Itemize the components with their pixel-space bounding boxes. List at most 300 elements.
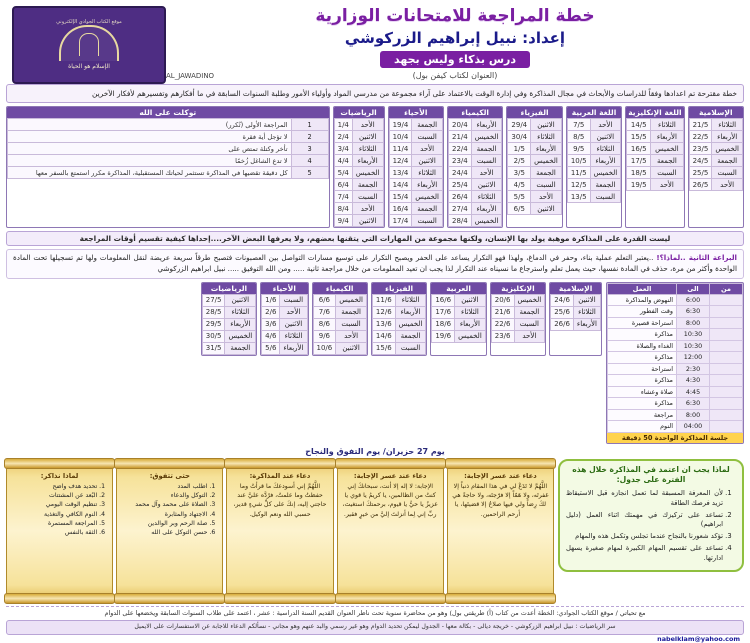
timetable-header-cell: من <box>710 283 743 294</box>
table-row <box>313 318 366 330</box>
intro-paragraph: خطة مقترحة تم اعدادها وفقاً للدراسات والأبحاث في مجال المذاكرة وفي إدارة الوقت بالاعتماد على آراء مجموعة من مدرسي المواد وأولياء الأمور وطلبة السنوات السابقة في ما أفكارهم وتفسيرهم لأفكار الآخرين <box>6 84 744 103</box>
day-cell: الاثنين <box>531 119 562 131</box>
time-from-cell <box>710 421 743 433</box>
table-row <box>372 306 425 318</box>
day-cell: الثلاثاء <box>651 119 683 131</box>
day-cell: الأربعاء <box>412 179 443 191</box>
date-cell: 24/6 <box>551 294 574 306</box>
date-cell: 10/4 <box>389 131 412 143</box>
day-cell: الأربعاء <box>352 155 383 167</box>
date-cell: 24/5 <box>689 155 712 167</box>
day-cell: الأربعاء <box>712 131 743 143</box>
date-cell: 18/5 <box>627 167 651 179</box>
time-to-cell: 04:00 <box>677 421 710 433</box>
date-cell: 29/5 <box>202 318 225 330</box>
list-item: 3. تنظيم الوقت اليومي <box>11 500 97 509</box>
table-row <box>627 179 683 191</box>
table-row <box>627 131 683 143</box>
day-cell: الجمعة <box>531 167 562 179</box>
day-cell: السبت <box>471 155 502 167</box>
table-row <box>567 179 620 191</box>
table-row <box>334 167 383 179</box>
activity-cell: مراجعة <box>608 409 677 421</box>
rule-text: تأخر وكتلة تمتص على <box>8 143 292 155</box>
day-cell: الاثنين <box>590 131 621 143</box>
list-item <box>8 119 329 131</box>
day-cell: الأحد <box>712 179 743 191</box>
table-row <box>608 375 743 387</box>
schedule-column-header: الإسلامية <box>689 107 743 118</box>
schedule-column <box>566 106 622 228</box>
day-cell: الأحد <box>531 191 562 203</box>
table-row <box>448 119 501 131</box>
table-row <box>432 294 485 306</box>
date-cell: 5/6 <box>262 342 280 354</box>
day-cell: الخميس <box>531 155 562 167</box>
table-row <box>448 179 501 191</box>
day-cell: السبت <box>336 318 367 330</box>
table-row <box>372 342 425 354</box>
date-cell: 9/4 <box>334 215 352 227</box>
date-cell: 1/6 <box>262 294 280 306</box>
schedule-column-header: العربية <box>431 283 485 294</box>
table-row <box>508 143 561 155</box>
tips-and-duas-row <box>6 459 744 603</box>
date-cell: 3/5 <box>508 167 531 179</box>
day-cell: الأربعاء <box>471 203 502 215</box>
table-row <box>627 167 683 179</box>
list-item: 3. الصلاة على محمد وآل محمد <box>121 500 207 509</box>
table-row <box>262 294 307 306</box>
scroll-text: اللَّهُمَّ إني أسودعكَ ما قرأتُ وما حفظتُ وما علمتُ، فرُدَّه عليَّ عند حاجتي إليه، إنكَ على كلِّ شيءٍ قدير، حسبي الله ونعم الوكيل. <box>233 482 327 518</box>
time-from-cell <box>710 317 743 329</box>
day-cell: الأربعاء <box>590 155 621 167</box>
schedule-column-header: الفيزياء <box>507 107 561 118</box>
paragraph-two <box>6 249 744 279</box>
exam-day-line: يوم 27 حزيران/ يوم التفوق والنجاح <box>305 446 445 456</box>
date-cell: 19/5 <box>627 179 651 191</box>
date-cell: 3/4 <box>334 143 352 155</box>
time-from-cell <box>710 398 743 410</box>
table-row <box>334 155 383 167</box>
table-row <box>567 119 620 131</box>
day-cell: الخميس <box>336 294 367 306</box>
table-row <box>389 167 442 179</box>
subtitle-note: (العنوان لكتاب كيفن بول) <box>412 71 498 80</box>
time-to-cell: 12:00 <box>677 352 710 364</box>
table-row <box>608 409 743 421</box>
list-item: 1. اطلب المدد <box>121 482 207 491</box>
day-cell: السبت <box>514 318 545 330</box>
date-cell: 13/5 <box>567 191 590 203</box>
schedule-column <box>312 282 368 356</box>
scroll-title: دعاء عند عسر الإجابة: <box>464 471 537 480</box>
date-cell: 25/6 <box>551 306 574 318</box>
table-row <box>689 143 742 155</box>
table-row <box>334 203 383 215</box>
activity-cell: صلاة وعشاء <box>608 386 677 398</box>
scroll-text: الإجابة: لا إله إلا أنت، سبحانكَ إني كنتُ من الظالمين، يا كريمُ يا قوي يا عزيزُ يا حيُّ يا قيوم، برحمتكَ استغيث، ربِّ إني لِما أنزلتَ إليَّ من خيرٍ فقير. <box>342 482 438 518</box>
date-cell: 31/5 <box>202 342 225 354</box>
time-to-cell: 8:00 <box>677 317 710 329</box>
day-cell: الأحد <box>471 167 502 179</box>
table-row <box>389 203 442 215</box>
time-from-cell <box>710 294 743 306</box>
table-row <box>508 155 561 167</box>
schedule-column-header: الإسلامية <box>550 283 601 294</box>
list-item <box>8 131 329 143</box>
date-cell: 10/6 <box>313 342 336 354</box>
dua-scroll <box>6 459 113 603</box>
time-to-cell: 8:00 <box>677 409 710 421</box>
table-row <box>334 131 383 143</box>
table-row <box>567 167 620 179</box>
study-session-footer: جلسة المذاكرة الواحدة 50 دقيقة <box>607 433 743 443</box>
day-cell: الخميس <box>471 215 502 227</box>
paragraph-two-body: ..يعتبر التعلم عملية بناء، وحفر في الدماغ، ولهذا فهو التكرار يساعد على الحفر ويصبح التكرار على توسيع مسارات التواصل بين العصبونات فتصبح طرقاً سريعة عريضة لنقل المعلومات ولها تم تسجيلها تحت المادة الواحدة وأكثر من مرة، حذف في المادة نفسها، حيث يعمل تعلم واسترجاع ما نسيناه عند التكرار لذا يجب ان تعيد المعلومات من خلال مراجعة ثانية ..... ومن الله التوفيق ..... نبيل ابراهيم الزركوشي <box>13 253 737 273</box>
day-cell: السبت <box>590 191 621 203</box>
day-cell: الاثنين <box>352 215 383 227</box>
table-row <box>567 155 620 167</box>
table-row <box>313 306 366 318</box>
activity-cell: الغداء والصلاة <box>608 340 677 352</box>
document-header <box>6 4 744 82</box>
time-to-cell: 4:45 <box>677 386 710 398</box>
scroll-text: اللَّهُمَّ لا تَدَعْ لي في هذا المقام ذنباً إلا غفرتَه، ولا هَمّاً إلا فرّجتَه، ولا حاجةً هي لكَ رِضاً ولي فيها صلاحٌ إلا قضيتَها، يا أرحم الراحمين. <box>452 482 549 518</box>
date-cell: 16/6 <box>432 294 455 306</box>
dua-scroll <box>116 459 223 603</box>
date-cell: 26/4 <box>448 191 471 203</box>
subtitle-badge: درس بذكاء وليس بجهد <box>380 51 530 68</box>
day-cell: الأحد <box>412 143 443 155</box>
time-to-cell: 6:30 <box>677 398 710 410</box>
activity-cell: النوم <box>608 421 677 433</box>
day-cell: السبت <box>280 294 307 306</box>
date-cell: 5/5 <box>508 191 531 203</box>
table-row <box>567 131 620 143</box>
dua-scroll <box>226 459 333 603</box>
table-row <box>262 318 307 330</box>
schedule-grid-first-round <box>6 106 744 228</box>
time-from-cell <box>710 306 743 318</box>
day-cell: الجمعة <box>651 155 683 167</box>
day-cell: الأربعاء <box>395 306 426 318</box>
table-row <box>608 294 743 306</box>
schedule-column-header: اللغة العربية <box>567 107 621 118</box>
day-cell: الجمعة <box>471 143 502 155</box>
schedule-column <box>371 282 427 356</box>
schedule-column-header: الأحياء <box>261 283 307 294</box>
table-row <box>448 203 501 215</box>
scroll-title: دعاء عند المذاكرة: <box>249 471 311 480</box>
day-cell: الخميس <box>471 131 502 143</box>
day-cell: الثلاثاء <box>412 167 443 179</box>
dua-scroll <box>337 459 444 603</box>
date-cell: 24/4 <box>448 167 471 179</box>
date-cell: 15/5 <box>627 131 651 143</box>
date-cell: 26/6 <box>551 318 574 330</box>
contact-email[interactable]: nabelklam@yahoo.com <box>657 634 740 643</box>
list-item: 3. تؤكد شعورنا بالنجاح عندما تجلس وتكمل هذه والمهام <box>566 532 723 542</box>
list-item: 6. حسن التوكل على الله <box>121 528 207 537</box>
time-from-cell <box>710 386 743 398</box>
time-from-cell <box>710 375 743 387</box>
day-cell: الخميس <box>412 191 443 203</box>
table-row <box>491 318 544 330</box>
table-row <box>608 340 743 352</box>
day-cell: الثلاثاء <box>712 119 743 131</box>
date-cell: 7/6 <box>313 306 336 318</box>
table-row <box>689 155 742 167</box>
logo-line1: موقع الكتاب الجوادي الإلكتروني <box>56 19 122 26</box>
list-item <box>8 143 329 155</box>
day-cell: الخميس <box>352 167 383 179</box>
table-row <box>551 294 601 306</box>
table-row <box>627 143 683 155</box>
table-row <box>334 215 383 227</box>
date-cell: 11/5 <box>567 167 590 179</box>
table-row <box>689 119 742 131</box>
date-cell: 22/5 <box>689 131 712 143</box>
day-cell: الجمعة <box>395 330 426 342</box>
table-row <box>448 191 501 203</box>
rules-column <box>6 106 330 228</box>
activity-cell: مذاكرة <box>608 398 677 410</box>
date-cell: 28/5 <box>202 306 225 318</box>
date-cell: 8/6 <box>313 318 336 330</box>
date-cell: 20/6 <box>491 294 514 306</box>
table-row <box>432 306 485 318</box>
date-cell: 6/4 <box>334 179 352 191</box>
date-cell: 28/4 <box>448 215 471 227</box>
why-schedule-box <box>558 459 744 572</box>
table-row <box>313 342 366 354</box>
scroll-title: حتى تتفوق: <box>149 471 190 480</box>
day-cell: الخميس <box>712 143 743 155</box>
day-cell: الجمعة <box>412 203 443 215</box>
day-cell: الثلاثاء <box>395 294 426 306</box>
date-cell: 14/5 <box>627 119 651 131</box>
day-cell: الاثنين <box>280 318 307 330</box>
day-cell: السبت <box>352 191 383 203</box>
table-row <box>334 179 383 191</box>
time-from-cell <box>710 363 743 375</box>
date-cell: 15/6 <box>372 342 395 354</box>
date-cell: 9/6 <box>313 330 336 342</box>
schedule-column <box>201 282 257 356</box>
date-cell: 4/4 <box>334 155 352 167</box>
daily-timetable <box>606 282 744 444</box>
date-cell: 19/4 <box>389 119 412 131</box>
table-row <box>262 330 307 342</box>
table-row <box>432 330 485 342</box>
rule-number: 4 <box>291 155 328 167</box>
schedule-column-header: الأحياء <box>389 107 443 118</box>
time-to-cell: 4:30 <box>677 375 710 387</box>
scroll-title: دعاء عند عسر الإجابة: <box>353 471 427 480</box>
activity-cell: استراحة قصيرة <box>608 317 677 329</box>
day-cell: الأربعاء <box>471 119 502 131</box>
date-cell: 11/6 <box>372 294 395 306</box>
day-cell: الاثنين <box>336 342 367 354</box>
day-cell: السبت <box>651 167 683 179</box>
day-cell: السبت <box>412 215 443 227</box>
table-row <box>608 386 743 398</box>
date-cell: 17/6 <box>432 306 455 318</box>
table-row <box>689 179 742 191</box>
schedule-column-header: الرياضيات <box>334 107 384 118</box>
activity-cell: مذاكرة <box>608 352 677 364</box>
table-row <box>567 143 620 155</box>
table-row <box>608 398 743 410</box>
day-cell: الخميس <box>225 330 256 342</box>
date-cell: 26/5 <box>689 179 712 191</box>
day-cell: الأحد <box>336 330 367 342</box>
table-row <box>372 330 425 342</box>
table-row <box>334 119 383 131</box>
day-cell: الاثنين <box>352 131 383 143</box>
table-row <box>262 342 307 354</box>
schedule-column-header: الكيمياء <box>448 107 502 118</box>
list-item: 1. تحديد هدف واضح <box>11 482 97 491</box>
day-cell: الثلاثاء <box>455 306 486 318</box>
date-cell: 17/5 <box>627 155 651 167</box>
timetable-header-cell: الى <box>677 283 710 294</box>
schedule-column <box>260 282 308 356</box>
day-cell: الجمعة <box>352 179 383 191</box>
date-cell: 23/6 <box>491 330 514 342</box>
list-item: 2. البُعد عن المشتتات <box>11 491 97 500</box>
table-row <box>689 131 742 143</box>
day-cell: الأحد <box>280 306 307 318</box>
why-schedule-list <box>566 489 736 564</box>
date-cell: 4/6 <box>262 330 280 342</box>
date-cell: 20/4 <box>448 119 471 131</box>
list-item: 6. الثقة بالنفس <box>11 528 97 537</box>
table-row <box>389 179 442 191</box>
table-row <box>627 155 683 167</box>
date-cell: 16/4 <box>389 203 412 215</box>
date-cell: 23/4 <box>448 155 471 167</box>
list-item: 4. تساعد على تقسيم المهام الكبيرة لمهام صغيرة يسهل ادارتها. <box>566 544 723 564</box>
schedule-column <box>388 106 444 228</box>
table-row <box>202 318 255 330</box>
activity-cell: استراحة <box>608 363 677 375</box>
date-cell: 19/6 <box>432 330 455 342</box>
day-cell: الخميس <box>514 294 545 306</box>
date-cell: 10/5 <box>567 155 590 167</box>
table-row <box>389 191 442 203</box>
day-cell: الثلاثاء <box>573 306 600 318</box>
table-row <box>372 318 425 330</box>
rule-number: 3 <box>291 143 328 155</box>
table-row <box>432 318 485 330</box>
table-row <box>448 155 501 167</box>
schedule-grid-second-round <box>6 282 602 356</box>
day-cell: الأحد <box>352 119 383 131</box>
date-cell: 1/4 <box>334 119 352 131</box>
table-row <box>389 131 442 143</box>
table-row <box>334 143 383 155</box>
day-cell: السبت <box>712 167 743 179</box>
time-from-cell <box>710 409 743 421</box>
list-item: 2. تساعد على تركيزك في مهمتك اثناء العمل (دليل ابراهيم) <box>566 511 723 531</box>
time-to-cell: 6:30 <box>677 306 710 318</box>
day-cell: السبت <box>531 179 562 191</box>
day-cell: الأربعاء <box>280 342 307 354</box>
date-cell: 13/6 <box>372 318 395 330</box>
activity-cell: وقت الفطور <box>608 306 677 318</box>
rules-column-header: توكلت على الله <box>7 107 329 118</box>
table-row <box>508 167 561 179</box>
day-cell: الثلاثاء <box>225 306 256 318</box>
schedule-column-header: الإنكليزية <box>491 283 545 294</box>
activity-cell: مذاكرة <box>608 375 677 387</box>
table-row <box>372 294 425 306</box>
table-row <box>608 363 743 375</box>
rule-number: 1 <box>291 119 328 131</box>
time-to-cell: 10:30 <box>677 329 710 341</box>
schedule-column <box>490 282 546 356</box>
day-cell: الاثنين <box>471 179 502 191</box>
list-item <box>8 155 329 167</box>
day-cell: الثلاثاء <box>352 143 383 155</box>
schedule-column-header: الفيزياء <box>372 283 426 294</box>
social-handle[interactable]: AL_JAWADINO <box>166 72 215 80</box>
table-row <box>608 329 743 341</box>
date-cell: 21/6 <box>491 306 514 318</box>
table-row <box>608 317 743 329</box>
table-row <box>448 143 501 155</box>
list-item: 4. النوم الكافي والتغذية <box>11 510 97 519</box>
date-cell: 6/5 <box>508 203 531 215</box>
title-block <box>166 4 744 80</box>
table-row <box>262 306 307 318</box>
date-cell: 27/4 <box>448 203 471 215</box>
rule-number: 2 <box>291 131 328 143</box>
site-logo <box>12 6 166 84</box>
table-row <box>508 119 561 131</box>
mosque-arch-icon <box>59 25 119 61</box>
date-cell: 23/5 <box>689 143 712 155</box>
day-cell: الأربعاء <box>573 318 600 330</box>
schedule-column <box>447 106 503 228</box>
schedule-column <box>333 106 385 228</box>
date-cell: 14/4 <box>389 179 412 191</box>
day-cell: الاثنين <box>455 294 486 306</box>
second-round-row <box>6 282 744 444</box>
list-item <box>8 167 329 179</box>
table-row <box>448 167 501 179</box>
rule-text: لا تؤجل أية فقرة <box>8 131 292 143</box>
schedule-column <box>688 106 744 228</box>
day-cell: الثلاثاء <box>471 191 502 203</box>
table-row <box>491 294 544 306</box>
page-title: خطة المراجعة للامتحانات الوزارية <box>315 6 595 26</box>
date-cell: 7/5 <box>567 119 590 131</box>
date-cell: 29/4 <box>508 119 531 131</box>
date-cell: 22/6 <box>491 318 514 330</box>
table-row <box>608 306 743 318</box>
activity-cell: النهوض والمذاكرة <box>608 294 677 306</box>
schedule-column <box>625 106 684 228</box>
table-row <box>389 143 442 155</box>
footer-mail-row <box>6 635 744 643</box>
scroll-list <box>121 482 218 538</box>
note-bar: ليست القدرة على المذاكرة موهبة يولد بها الإنسان، ولكنها مجموعة من المهارات التي يتقنها بعضهم، ولا يعرفها البعض الآخر....إحداها كيفية تقسيم أوقات المراجعة <box>6 231 744 246</box>
table-row <box>202 342 255 354</box>
dua-scroll <box>447 459 554 603</box>
